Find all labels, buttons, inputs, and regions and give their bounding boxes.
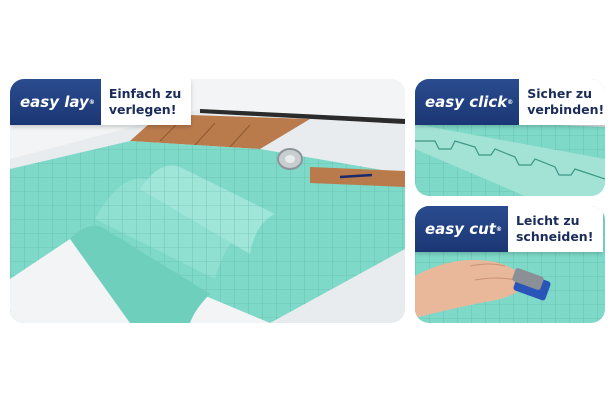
easy-lay-tagline: Einfach zu verlegen! [101, 79, 191, 125]
easy-lay-header [10, 79, 191, 125]
easy-click-badge [415, 79, 519, 125]
registered-mark: ® [507, 98, 514, 106]
easy-click-tagline: Sicher zu verbinden! [519, 79, 605, 125]
easy-click-header [415, 79, 605, 125]
panel-easy-cut [415, 206, 605, 323]
panel-easy-lay [10, 79, 405, 323]
easy-click-logo-text: easy click [425, 93, 508, 111]
easy-cut-tagline: Leicht zu schneiden! [508, 206, 603, 252]
easy-lay-badge [10, 79, 101, 125]
easy-cut-logo-text: easy cut [425, 220, 496, 238]
easy-cut-badge [415, 206, 508, 252]
registered-mark: ® [495, 225, 502, 233]
easy-lay-logo-text: easy lay [20, 93, 89, 111]
registered-mark: ® [88, 98, 95, 106]
panel-easy-click [415, 79, 605, 196]
easy-cut-header [415, 206, 603, 252]
tape-roll [278, 149, 302, 169]
